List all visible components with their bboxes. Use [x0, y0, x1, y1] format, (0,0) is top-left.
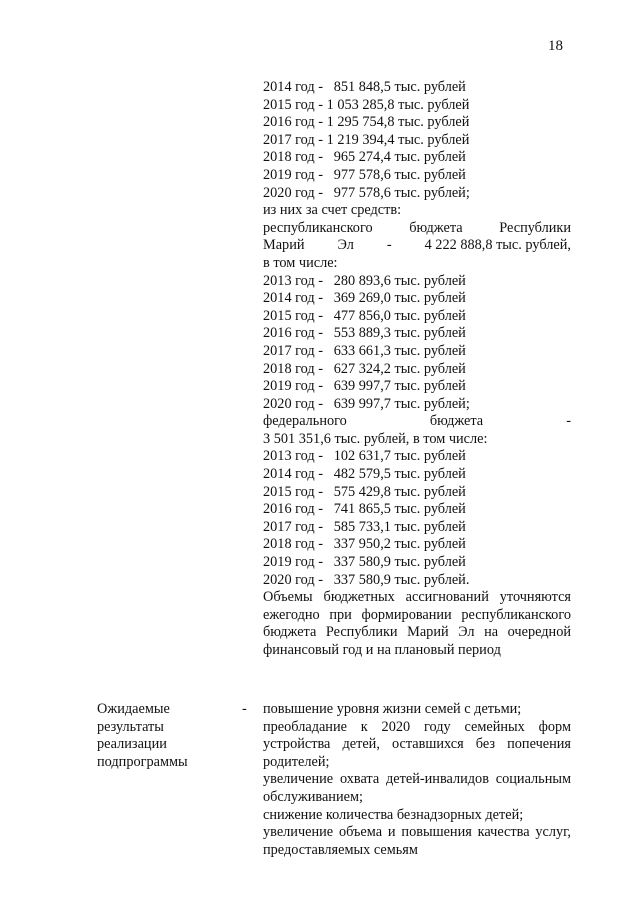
- funding-year-line: 2020 год - 337 580,9 тыс. рублей.: [263, 571, 470, 588]
- clarification-note: Объемы бюджетных ассигнований уточняются ежегодно при формировании республиканского бюджета Республики Марий Эл на очередной финансовый год и на плановый период: [263, 589, 571, 658]
- funding-year-line: 2019 год - 977 578,6 тыс. рублей: [263, 166, 466, 183]
- expected-results-label: [97, 701, 227, 771]
- federal-budget-total: 3 501 351,6 тыс. рублей, в том числе:: [263, 430, 488, 447]
- label-dash: -: [242, 701, 247, 717]
- heading-word: бюджета: [409, 219, 463, 236]
- label-line: результаты: [97, 718, 164, 735]
- funding-year-line: 2015 год - 477 856,0 тыс. рублей: [263, 307, 466, 324]
- heading-word: Республики: [499, 219, 571, 236]
- funding-year-line: 2014 год - 369 269,0 тыс. рублей: [263, 290, 466, 307]
- label-line: реализации: [97, 736, 167, 753]
- funding-year-line: 2013 год - 280 893,6 тыс. рублей: [263, 272, 466, 289]
- republic-budget-incl: в том числе:: [263, 254, 338, 271]
- funding-year-line: 2017 год - 585 733,1 тыс. рублей: [263, 518, 466, 535]
- heading-word: -: [386, 237, 392, 254]
- funding-year-line: 2013 год - 102 631,7 тыс. рублей: [263, 448, 466, 465]
- funding-year-line: 2018 год - 627 324,2 тыс. рублей: [263, 360, 466, 377]
- heading-word: Эл: [337, 237, 354, 254]
- funding-year-line: 2014 год - 851 848,5 тыс. рублей: [263, 79, 466, 95]
- of-which-label: из них за счет средств:: [263, 202, 402, 219]
- funding-year-line: 2017 год - 633 661,3 тыс. рублей: [263, 342, 466, 359]
- funding-year-line: 2014 год - 482 579,5 тыс. рублей: [263, 466, 466, 483]
- heading-word: -: [566, 413, 571, 430]
- page-number: 18: [548, 38, 563, 54]
- heading-word: 4 222 888,8 тыс. рублей,: [424, 237, 571, 254]
- funding-year-line: 2019 год - 639 997,7 тыс. рублей: [263, 378, 466, 395]
- republic-budget-years: [263, 273, 571, 414]
- funding-year-line: 2015 год - 1 053 285,8 тыс. рублей: [263, 96, 470, 113]
- funding-year-line: 2016 год - 1 295 754,8 тыс. рублей: [263, 114, 470, 131]
- heading-word: Марий: [263, 237, 305, 254]
- heading-word: федерального: [263, 413, 347, 430]
- funding-total-years: [263, 79, 571, 202]
- republic-budget-heading: [263, 220, 571, 238]
- expected-results-list: [263, 701, 571, 859]
- label-line: подпрограммы: [97, 753, 188, 770]
- funding-year-line: 2018 год - 337 950,2 тыс. рублей: [263, 536, 466, 553]
- funding-column: [263, 79, 571, 660]
- result-item: увеличение охвата детей-инвалидов социальным обслуживанием;: [263, 771, 571, 805]
- result-item: снижение количества безнадзорных детей;: [263, 806, 524, 823]
- funding-year-line: 2016 год - 741 865,5 тыс. рублей: [263, 501, 466, 518]
- federal-budget-years: [263, 448, 571, 589]
- funding-year-line: 2015 год - 575 429,8 тыс. рублей: [263, 483, 466, 500]
- heading-word: бюджета: [429, 413, 484, 430]
- heading-word: республиканского: [263, 219, 373, 236]
- label-line: Ожидаемые: [97, 701, 170, 717]
- funding-year-line: 2016 год - 553 889,3 тыс. рублей: [263, 325, 466, 342]
- result-item: повышение уровня жизни семей с детьми;: [263, 701, 522, 717]
- funding-year-line: 2018 год - 965 274,4 тыс. рублей: [263, 149, 466, 166]
- funding-year-line: 2017 год - 1 219 394,4 тыс. рублей: [263, 131, 470, 148]
- federal-budget-heading: [263, 413, 571, 431]
- republic-budget-total: [263, 237, 571, 255]
- funding-year-line: 2020 год - 977 578,6 тыс. рублей;: [263, 184, 470, 201]
- funding-year-line: 2019 год - 337 580,9 тыс. рублей: [263, 554, 466, 571]
- funding-year-line: 2020 год - 639 997,7 тыс. рублей;: [263, 395, 470, 412]
- result-item: увеличение объема и повышения качества услуг, предоставляемых семьям: [263, 824, 571, 858]
- result-item: преобладание к 2020 году семейных форм устройства детей, оставшихся без попечения родителей;: [263, 718, 571, 770]
